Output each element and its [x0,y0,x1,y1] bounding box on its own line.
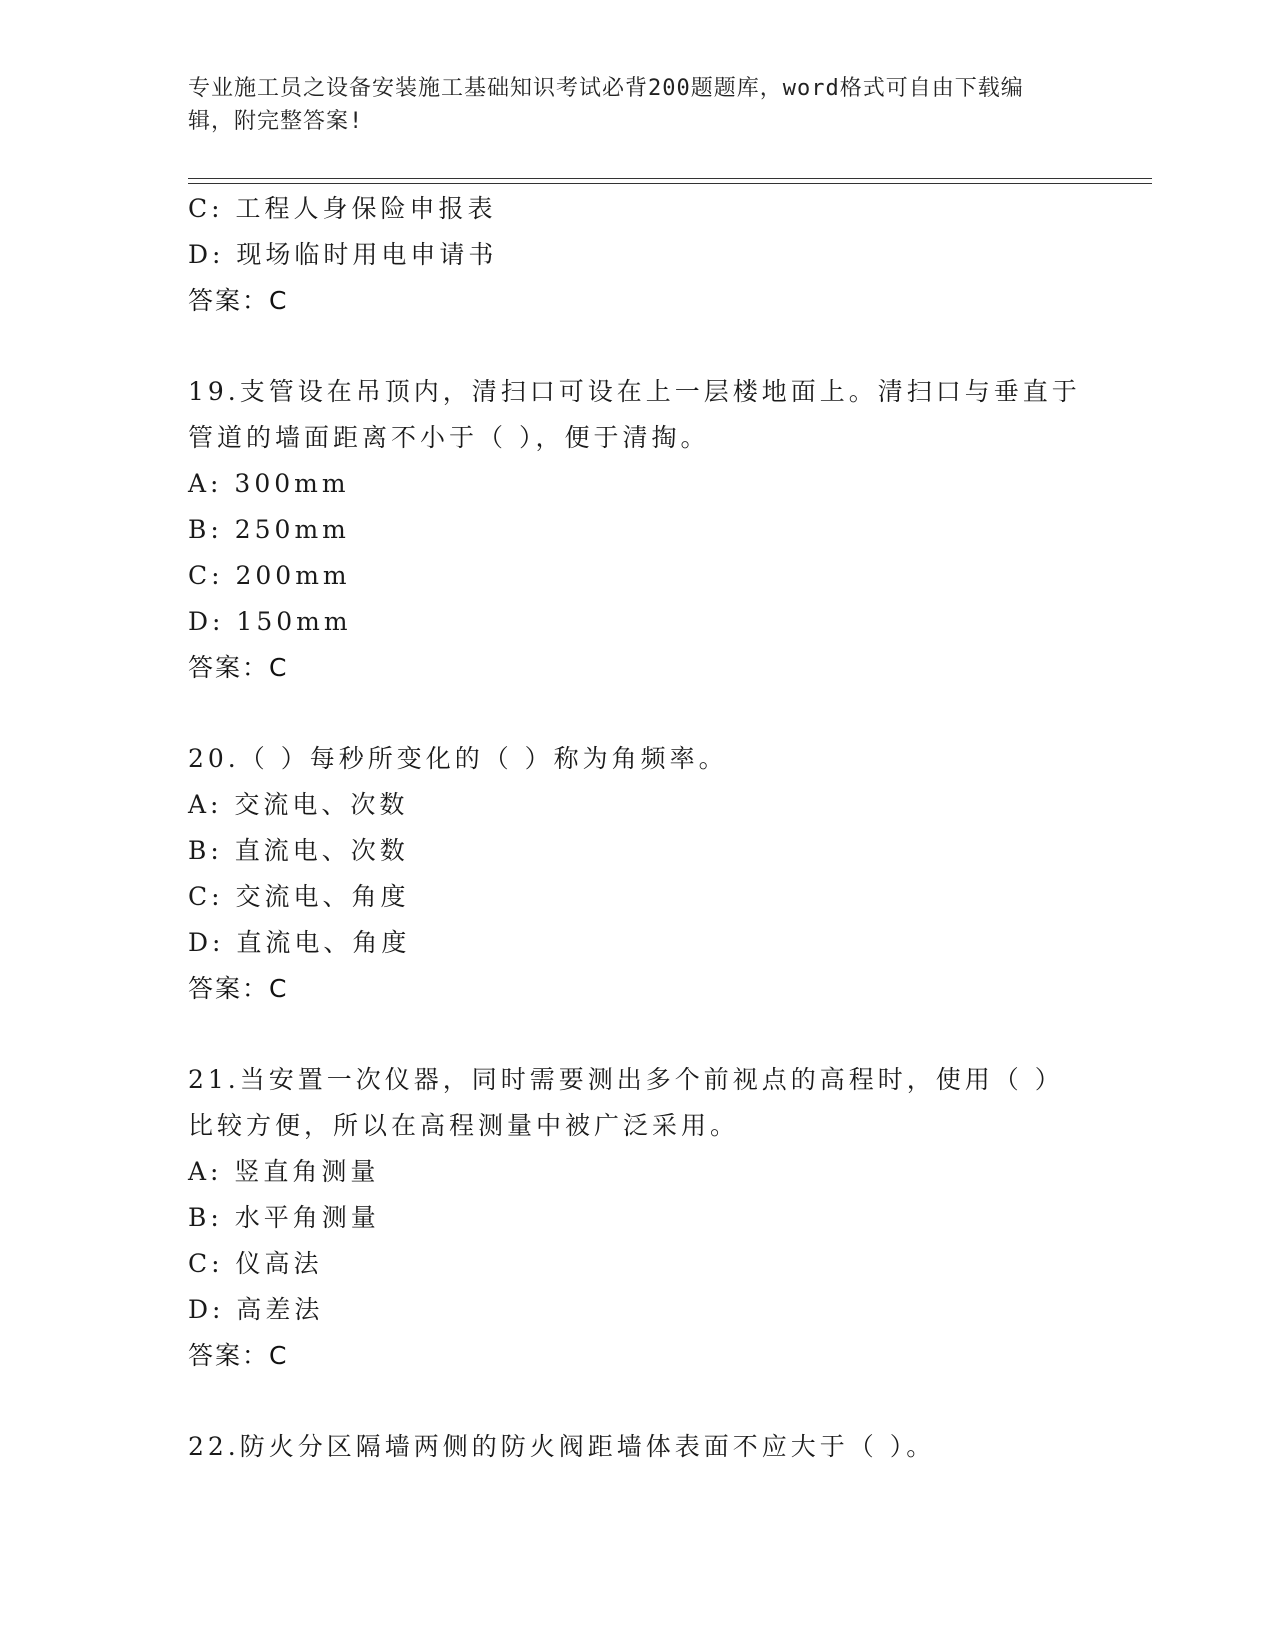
spacer [188,691,1148,736]
question-stem: 19.支管设在吊顶内，清扫口可设在上一层楼地面上。清扫口与垂直于 [188,377,1081,406]
header-divider-bottom [188,183,1152,184]
document-header: 专业施工员之设备安装施工基础知识考试必背200题题库，word格式可自由下载编辑，附完整答案! [188,76,1024,134]
option-c: C: 仪高法 [188,1249,323,1278]
option-a: A: 竖直角测量 [188,1157,380,1186]
question-18-continuation [188,186,1148,324]
answer-line: 答案：C [188,286,289,315]
question-20 [188,736,1148,1012]
option-d: D: 现场临时用电申请书 [188,240,498,269]
spacer [188,1379,1148,1424]
option-b: B: 250mm [188,515,350,544]
question-stem-continued: 比较方便，所以在高程测量中被广泛采用。 [188,1111,740,1140]
answer-line: 答案：C [188,974,289,1003]
option-c: C: 200mm [188,561,351,590]
question-22 [188,1424,1148,1470]
question-21 [188,1057,1148,1379]
option-a: A: 300mm [188,469,350,498]
question-stem: 20.（ ）每秒所变化的（ ）称为角频率。 [188,744,728,773]
question-19 [188,369,1148,691]
option-b: B: 直流电、次数 [188,836,409,865]
answer-line: 答案：C [188,1341,289,1370]
spacer [188,1012,1148,1057]
option-d: D: 高差法 [188,1295,324,1324]
option-c: C: 交流电、角度 [188,882,410,911]
document-body [188,186,1148,1470]
option-d: D: 直流电、角度 [188,928,411,957]
spacer [188,324,1148,369]
answer-line: 答案：C [188,653,289,682]
option-b: B: 水平角测量 [188,1203,380,1232]
question-stem-continued: 管道的墙面距离不小于（ ），便于清掏。 [188,423,710,452]
option-d: D: 150mm [188,607,352,636]
option-a: A: 交流电、次数 [188,790,409,819]
header-divider-top [188,178,1152,179]
option-c: C: 工程人身保险申报表 [188,194,497,223]
question-stem: 22.防火分区隔墙两侧的防火阀距墙体表面不应大于（ ）。 [188,1432,936,1461]
question-stem: 21.当安置一次仪器，同时需要测出多个前视点的高程时，使用（ ） [188,1065,1064,1094]
